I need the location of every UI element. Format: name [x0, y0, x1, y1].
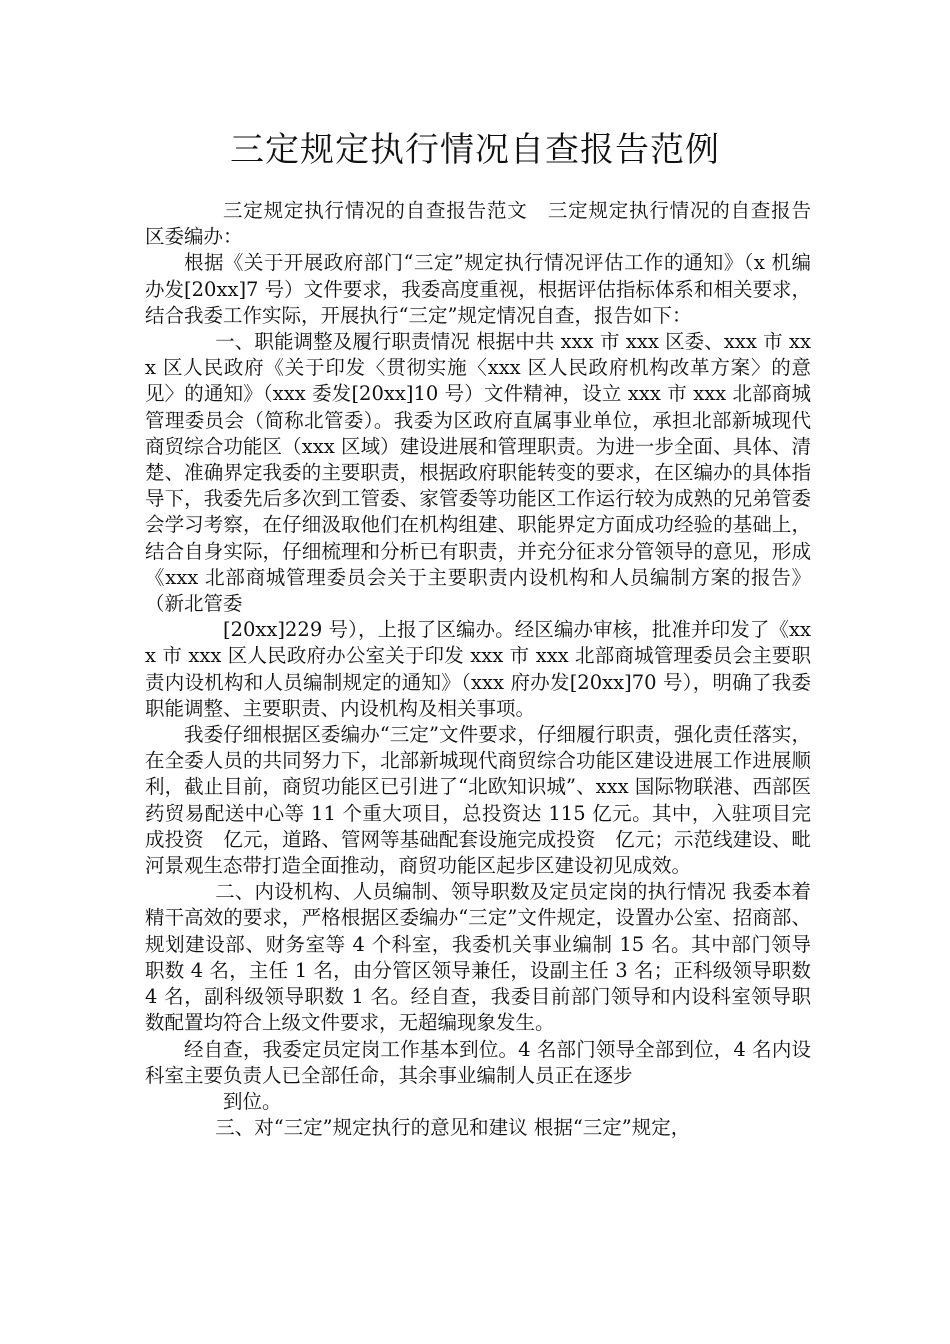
basis-paragraph: 根据《关于开展政府部门“三定”规定执行情况评估工作的通知》（x 机编办发[20xx]7 号）文件要求，我委高度重视，根据评估指标体系和相关要求，结合我委工作实际，开展执行“三定”规定情况自查，报告如下： [145, 251, 811, 327]
document-body [145, 198, 831, 1141]
section-one-continued-paragraph: [20xx]229 号），上报了区编办。经区编办审核，批准并印发了《xxx 市 xxx 区人民政府办公室关于印发 xxx 市 xxx 北部商城管理委员会主要职责内设机构和人员编制规定的通知》（xxx 府办发[20xx]70 号），明确了我委职能调整、主要职责、内设机构及相关事项。 [145, 618, 811, 720]
section-two-paragraph: 二、内设机构、人员编制、领导职数及定员定岗的执行情况 我委本着精干高效的要求，严格根据区委编办“三定”文件规定，设置办公室、招商部、规划建设部、财务室等 4 个科室，我委机关事业编制 15 名。其中部门领导职数 4 名，主任 1 名，由分管区领导兼任，设副主任 3 名；正科级领导职数 4 名，副科级领导职数 1 名。经自查，我委目前部门领导和内设科室领导职数配置均符合上级文件要求，无超编现象发生。 [145, 880, 811, 1035]
document-title: 三定规定执行情况自查报告范例 [230, 130, 720, 170]
section-three-paragraph: 三、对“三定”规定执行的意见和建议 根据“三定”规定， [215, 1116, 691, 1140]
intro-paragraph: 三定规定执行情况的自查报告范文 三定规定执行情况的自查报告 区委编办： [145, 199, 831, 249]
section-one-paragraph: 一、职能调整及履行职责情况 根据中共 xxx 市 xxx 区委、xxx 市 xxx 区人民政府《关于印发〈贯彻实施〈xxx 区人民政府机构改革方案〉的意见〉的通知》（xxx 委发[20xx]10 号）文件精神，设立 xxx 市 xxx 北部商城管理委员会（简称北管委）。我委为区政府直属事业单位，承担北部新城现代商贸综合功能区（xxx 区域）建设进展和管理职责。为进一步全面、具体、清楚、准确界定我委的主要职责，根据政府职能转变的要求，在区编办的具体指导下，我委先后多次到工管委、家管委等功能区工作运行较为成熟的兄弟管委会学习考察，在仔细汲取他们在机构组建、职能界定方面成功经验的基础上，结合自身实际，仔细梳理和分析已有职责，并充分征求分管领导的意见，形成《xxx 北部商城管理委员会关于主要职责内设机构和人员编制方案的报告》（新北管委 [145, 330, 811, 616]
staffing-continued-paragraph: 到位。 [223, 1089, 282, 1113]
achievement-paragraph: 我委仔细根据区委编办“三定”文件要求，仔细履行职责，强化责任落实，在全委人员的共同努力下，北部新城现代商贸综合功能区建设进展工作进展顺利，截止目前，商贸功能区已引进了“北欧知识城”、xxx 国际物联港、西部医药贸易配送中心等 11 个重大项目，总投资达 115 亿元。其中，入驻项目完成投资 亿元，道路、管网等基础配套设施完成投资 亿元；示范线建设、毗河景观生态带打造全面推动，商贸功能区起步区建设初见成效。 [145, 723, 811, 878]
staffing-paragraph: 经自查，我委定员定岗工作基本到位。4 名部门领导全部到位，4 名内设科室主要负责人已全部任命，其余事业编制人员正在逐步 [145, 1037, 811, 1087]
